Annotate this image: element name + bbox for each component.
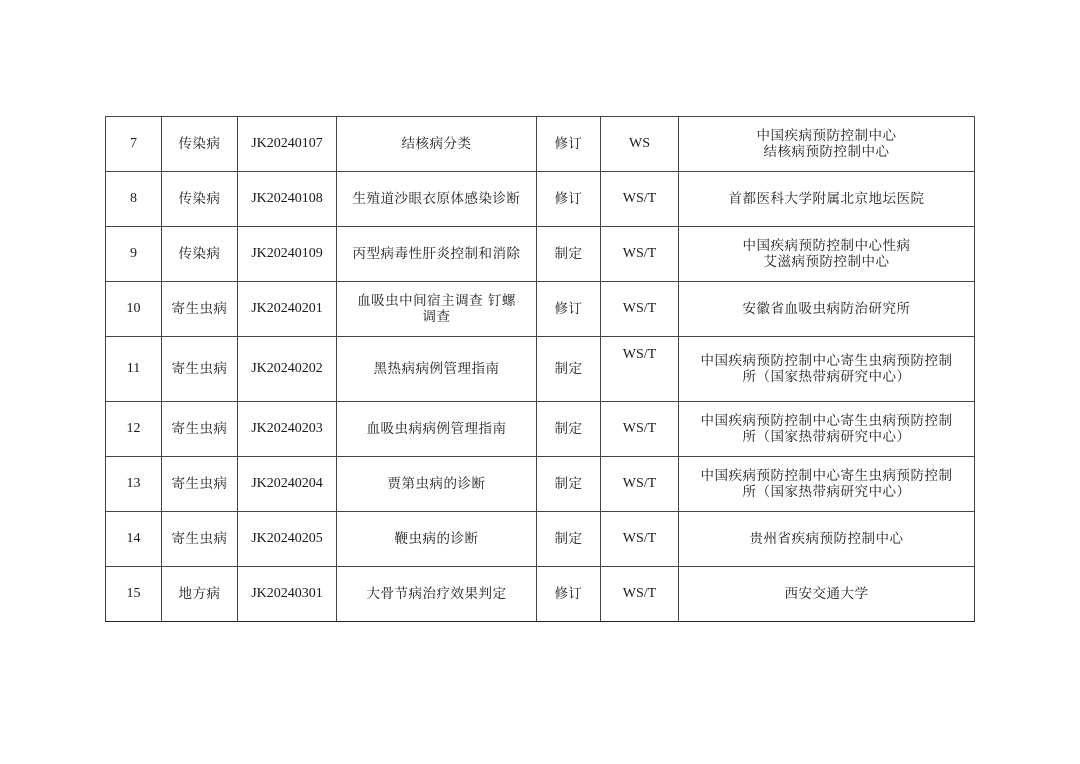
- standard-type: WS/T: [601, 227, 679, 282]
- standard-type: WS/T: [601, 512, 679, 567]
- table-row: [106, 227, 975, 282]
- standard-title: 血吸虫病病例管理指南: [337, 402, 537, 457]
- category-cell: 寄生虫病: [162, 282, 238, 337]
- project-code: JK20240203: [238, 402, 337, 457]
- standard-type: WS/T: [601, 282, 679, 337]
- revision-kind: 修订: [537, 567, 601, 622]
- standards-table: [105, 116, 975, 622]
- organization: 西安交通大学: [679, 567, 975, 622]
- category-cell: 寄生虫病: [162, 337, 238, 402]
- table-row: [106, 172, 975, 227]
- row-number: 8: [106, 172, 162, 227]
- category-cell: 寄生虫病: [162, 512, 238, 567]
- project-code: JK20240109: [238, 227, 337, 282]
- revision-kind: 制定: [537, 457, 601, 512]
- project-code: JK20240205: [238, 512, 337, 567]
- standard-type: WS: [601, 117, 679, 172]
- project-code: JK20240301: [238, 567, 337, 622]
- row-number: 11: [106, 337, 162, 402]
- standard-title: 血吸虫中间宿主调查 钉螺 调查: [337, 282, 537, 337]
- project-code: JK20240108: [238, 172, 337, 227]
- revision-kind: 制定: [537, 227, 601, 282]
- standard-title: 大骨节病治疗效果判定: [337, 567, 537, 622]
- category-cell: 寄生虫病: [162, 457, 238, 512]
- table-row: [106, 337, 975, 402]
- standard-type: WS/T: [601, 457, 679, 512]
- organization: 中国疾病预防控制中心寄生虫病预防控制 所（国家热带病研究中心）: [679, 457, 975, 512]
- standard-title: 贾第虫病的诊断: [337, 457, 537, 512]
- category-cell: 寄生虫病: [162, 402, 238, 457]
- organization: 中国疾病预防控制中心性病 艾滋病预防控制中心: [679, 227, 975, 282]
- row-number: 9: [106, 227, 162, 282]
- row-number: 7: [106, 117, 162, 172]
- organization: 贵州省疾病预防控制中心: [679, 512, 975, 567]
- table-row: [106, 567, 975, 622]
- standard-type: WS/T: [601, 567, 679, 622]
- standard-type: WS/T: [601, 337, 679, 402]
- project-code: JK20240107: [238, 117, 337, 172]
- revision-kind: 修订: [537, 117, 601, 172]
- standard-title: 生殖道沙眼衣原体感染诊断: [337, 172, 537, 227]
- organization: 首都医科大学附属北京地坛医院: [679, 172, 975, 227]
- table-row: [106, 282, 975, 337]
- organization: 中国疾病预防控制中心寄生虫病预防控制 所（国家热带病研究中心）: [679, 337, 975, 402]
- table-row: [106, 512, 975, 567]
- category-cell: 地方病: [162, 567, 238, 622]
- category-cell: 传染病: [162, 117, 238, 172]
- row-number: 14: [106, 512, 162, 567]
- table-body: [106, 117, 975, 622]
- table-row: [106, 457, 975, 512]
- standard-type: WS/T: [601, 172, 679, 227]
- category-cell: 传染病: [162, 172, 238, 227]
- standard-title: 黑热病病例管理指南: [337, 337, 537, 402]
- revision-kind: 修订: [537, 282, 601, 337]
- standard-title: 鞭虫病的诊断: [337, 512, 537, 567]
- revision-kind: 制定: [537, 337, 601, 402]
- standard-title: 结核病分类: [337, 117, 537, 172]
- revision-kind: 修订: [537, 172, 601, 227]
- project-code: JK20240201: [238, 282, 337, 337]
- table-row: [106, 117, 975, 172]
- row-number: 15: [106, 567, 162, 622]
- organization: 中国疾病预防控制中心寄生虫病预防控制 所（国家热带病研究中心）: [679, 402, 975, 457]
- project-code: JK20240202: [238, 337, 337, 402]
- standard-type: WS/T: [601, 402, 679, 457]
- organization: 安徽省血吸虫病防治研究所: [679, 282, 975, 337]
- revision-kind: 制定: [537, 402, 601, 457]
- table-row: [106, 402, 975, 457]
- standard-title: 丙型病毒性肝炎控制和消除: [337, 227, 537, 282]
- organization: 中国疾病预防控制中心 结核病预防控制中心: [679, 117, 975, 172]
- project-code: JK20240204: [238, 457, 337, 512]
- revision-kind: 制定: [537, 512, 601, 567]
- row-number: 10: [106, 282, 162, 337]
- row-number: 12: [106, 402, 162, 457]
- row-number: 13: [106, 457, 162, 512]
- category-cell: 传染病: [162, 227, 238, 282]
